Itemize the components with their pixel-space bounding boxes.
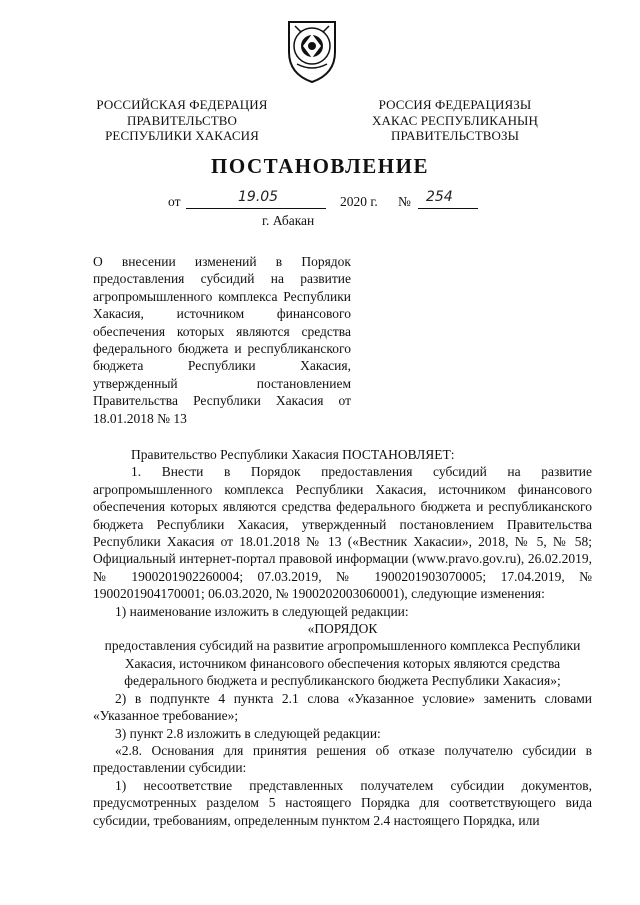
document-title: ПОСТАНОВЛЕНИЕ (211, 154, 429, 178)
body-paragraph-centered: предоставления субсидий на развитие агропромышленного комплекса Республики Хакасия, источником финансового обеспечения которых являются средства федерального бюджета и республиканского бюджета Республики Хакасия»; (104, 638, 581, 689)
body-paragraph: 1) несоответствие представленных получателем субсидии документов, предусмотренных разделом 5 настоящего Порядка для соответствующего вида субсидии, требованиям, определенным пунктом 2.4 настоящего Порядка, или (93, 777, 592, 828)
handwritten-number: 254 (426, 189, 453, 205)
body-paragraph-heading: «ПОРЯДОК (307, 621, 378, 637)
header-left-block (82, 97, 282, 144)
header-right-line: ХАКАС РЕСПУБЛИКАНЫҢ (372, 112, 538, 128)
date-number-line (168, 189, 488, 213)
document-body (93, 446, 592, 829)
number-sign: № (398, 194, 411, 209)
year-label: 2020 г. (340, 194, 378, 209)
body-paragraph: 1) наименование изложить в следующей редакции: (115, 603, 409, 619)
header-left-line: ПРАВИТЕЛЬСТВО (126, 112, 238, 128)
body-paragraph: 2) в подпункте 4 пункта 2.1 слова «Указанное условие» заменить словами «Указанное требование»; (93, 690, 592, 724)
from-label: от (168, 194, 181, 209)
coat-of-arms-emblem (283, 16, 341, 84)
city-label: г. Абакан (262, 213, 315, 228)
header-left-line: РОССИЙСКАЯ ФЕДЕРАЦИЯ (96, 97, 268, 112)
header-right-line: ПРАВИТЕЛЬСТВОЗЫ (390, 128, 520, 143)
document-subject: О внесении изменений в Порядок предоставления субсидий на развитие агропромышленного комплекса Республики Хакасия, источником финансового обеспечения которых являются средства федерального бюджета и республиканского бюджета Республики Хакасия, утвержденный постановлением Правительства Республики Хакасия от 18.01.2018 № 13 (93, 254, 351, 426)
body-paragraph: «2.8. Основания для принятия решения об отказе получателю субсидии в предоставлении субсидии: (93, 742, 592, 776)
body-paragraph: 1. Внести в Порядок предоставления субсидий на развитие агропромышленного комплекса Республики Хакасия, источником финансового обеспечения которых являются средства федерального бюджета и республиканского бюджета Республики Хакасия, утвержденный постановлением Правительства Республики Хакасия от 18.01.2018 № 13 («Вестник Хакасии», 2018, № 5, № 58; Официальный интернет-портал правовой информации (www.pravo.gov.ru), 26.02.2019, № 1900201902260004; 07.03.2019, № 1900201903070005; 17.04.2019, № 1900201904170001; 06.03.2020, № 1900202003060001), следующие изменения: (93, 464, 592, 602)
body-paragraph: Правительство Республики Хакасия ПОСТАНОВЛЯЕТ: (131, 447, 455, 462)
number-underline (418, 208, 478, 209)
header-right-block (355, 97, 555, 144)
date-underline (186, 208, 326, 209)
header-left-line: РЕСПУБЛИКИ ХАКАСИЯ (105, 128, 259, 143)
body-paragraph: 3) пункт 2.8 изложить в следующей редакции: (115, 725, 381, 741)
handwritten-date: 19.05 (238, 189, 279, 205)
header-right-line: РОССИЯ ФЕДЕРАЦИЯЗЫ (378, 97, 532, 112)
